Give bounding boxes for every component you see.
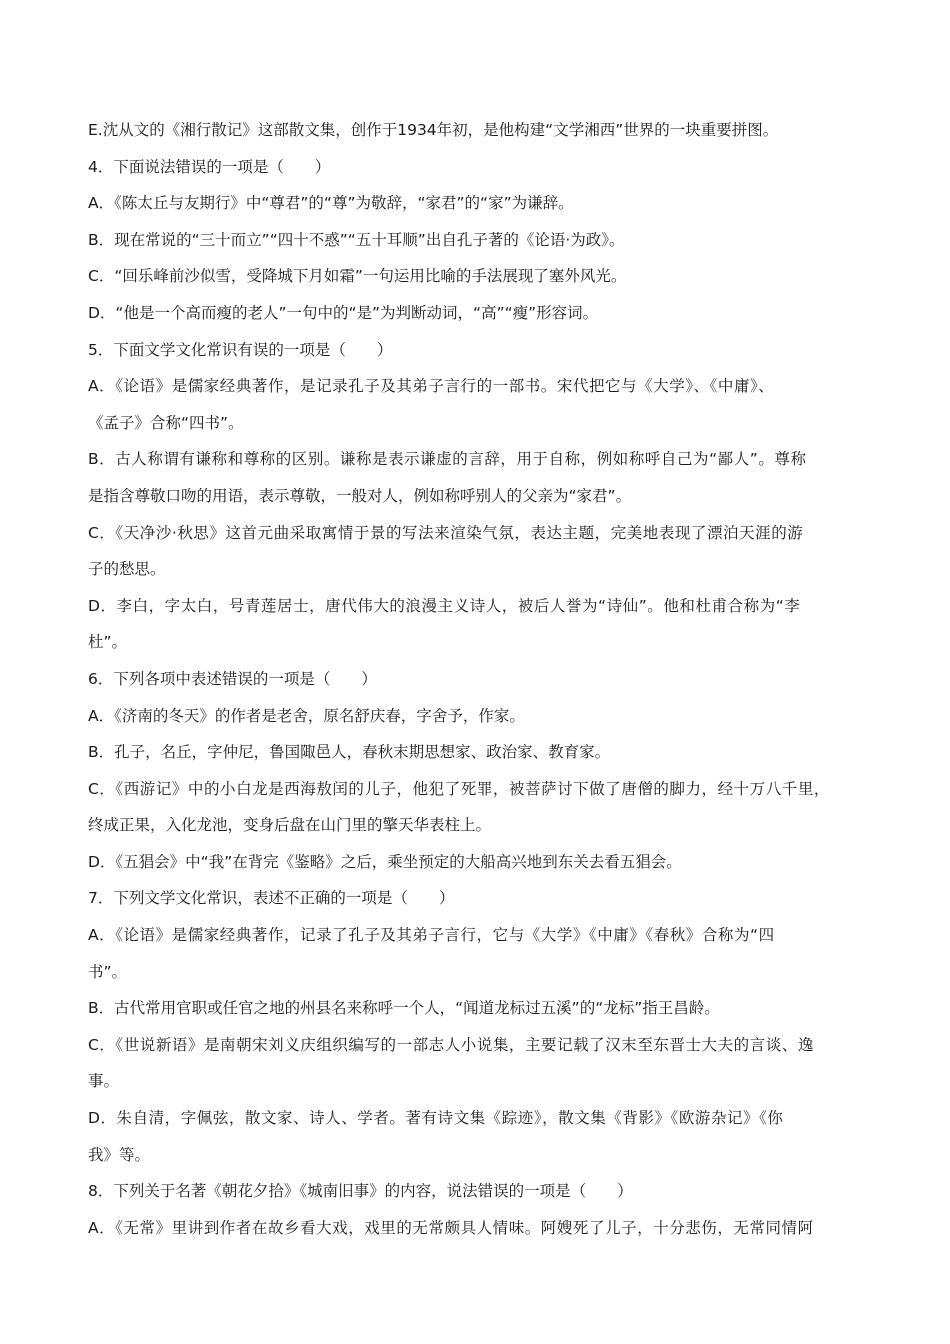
text-line: B．古人称谓有谦称和尊称的区别。谦称是表示谦虚的言辞，用于自称，例如称呼自己为“鄙人”。尊称 bbox=[88, 450, 807, 469]
text-line: D．朱自清，字佩弦，散文家、诗人、学者。著有诗文集《踪迹》，散文集《背影》《欧游杂记》《你 bbox=[88, 1109, 784, 1128]
text-line: D．“他是一个高而瘦的老人”一句中的“是”为判断动词，“高”“瘦”形容词。 bbox=[88, 303, 599, 322]
text-line: C．《西游记》中的小白龙是西海敖闰的儿子，他犯了死罪，被菩萨讨下做了唐僧的脚力，经十万八千里， bbox=[88, 779, 830, 798]
text-line: E.沈从文的《湘行散记》这部散文集，创作于1934年初，是他构建“文学湘西”世界的一块重要拼图。 bbox=[88, 121, 779, 139]
text-line: 《孟子》合称“四书”。 bbox=[88, 413, 244, 432]
text-line: D．李白，字太白，号青莲居士，唐代伟大的浪漫主义诗人，被后人誉为“诗仙”。他和杜甫合称为“李 bbox=[88, 596, 801, 615]
text-line: 我》等。 bbox=[88, 1145, 151, 1164]
text-line: A．《济南的冬天》的作者是老舍，原名舒庆春，字舍予，作家。 bbox=[88, 706, 525, 725]
document-body bbox=[88, 112, 863, 1246]
text-line: 书”。 bbox=[88, 962, 128, 981]
text-line: C．《天净沙·秋思》这首元曲采取寓情于景的写法来渲染气氛，表达主题，完美地表现了漂泊天涯的游 bbox=[88, 523, 804, 542]
text-line: B．孔子，名丘，字仲尼，鲁国陬邑人，春秋末期思想家、政治家、教育家。 bbox=[88, 743, 611, 762]
text-line: 5．下面文学文化常识有误的一项是（ ） bbox=[88, 340, 393, 359]
text-line: A．《陈太丘与友期行》中“尊君”的“尊”为敬辞，“家君”的“家”为谦辞。 bbox=[88, 194, 574, 213]
text-line: C．《世说新语》是南朝宋刘义庆组织编写的一部志人小说集，主要记载了汉末至东晋士大夫的言谈、逸 bbox=[88, 1035, 814, 1054]
text-line: A．《无常》里讲到作者在故乡看大戏，戏里的无常颇具人情味。阿嫂死了儿子，十分悲伤，无常同情阿 bbox=[88, 1218, 814, 1237]
text-line: D．《五猖会》中“我”在背完《鉴略》之后，乘坐预定的大船高兴地到东关去看五猖会。 bbox=[88, 852, 682, 871]
text-line: A．《论语》是儒家经典著作，记录了孔子及其弟子言行，它与《大学》《中庸》《春秋》合称为“四 bbox=[88, 926, 775, 945]
text-line: C．“回乐峰前沙似雪，受降城下月如霜”一句运用比喻的手法展现了塞外风光。 bbox=[88, 267, 627, 286]
text-line: 是指含尊敬口吻的用语，表示尊敬，一般对人，例如称呼别人的父亲为“家君”。 bbox=[88, 486, 632, 505]
text-line: 终成正果，入化龙池，变身后盘在山门里的擎天华表柱上。 bbox=[88, 816, 492, 835]
text-line: 4．下面说法错误的一项是（ ） bbox=[88, 157, 331, 176]
text-line: A．《论语》是儒家经典著作，是记录孔子及其弟子言行的一部书。宋代把它与《大学》、《中庸》、 bbox=[88, 377, 775, 396]
text-line: B．古代常用官职或任官之地的州县名来称呼一个人，“闻道龙标过五溪”的“龙标”指王昌龄。 bbox=[88, 999, 720, 1018]
text-line: 7．下列文学文化常识，表述不正确的一项是（ ） bbox=[88, 889, 455, 908]
text-line: B．现在常说的“三十而立”“四十不惑”“五十耳顺”出自孔子著的《论语·为政》。 bbox=[88, 230, 625, 249]
text-line: 子的愁思。 bbox=[88, 560, 166, 579]
text-line: 事。 bbox=[88, 1072, 120, 1091]
text-line: 6．下列各项中表述错误的一项是（ ） bbox=[88, 669, 377, 688]
text-line: 杜”。 bbox=[88, 633, 128, 652]
text-line: 8．下列关于名著《朝花夕拾》《城南旧事》的内容，说法错误的一项是（ ） bbox=[88, 1182, 633, 1201]
